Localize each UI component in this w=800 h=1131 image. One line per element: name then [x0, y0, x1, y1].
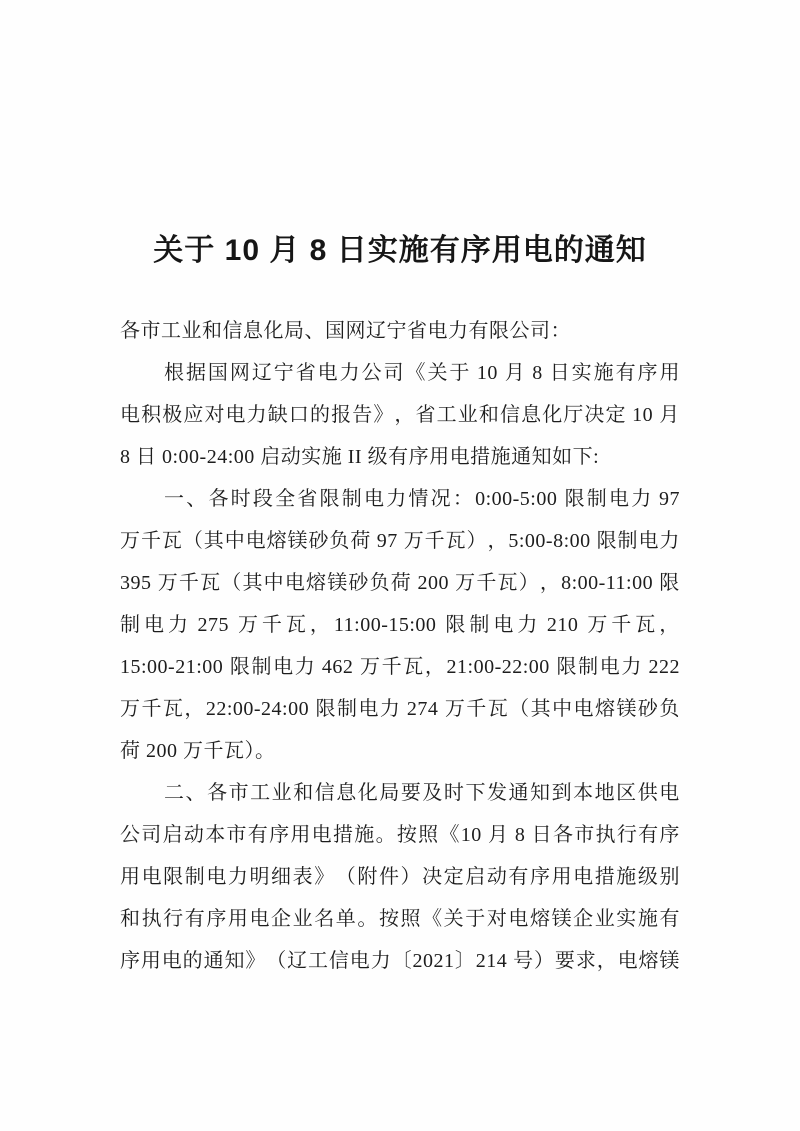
text-line: 电 积 极 应 对 电 力 缺 口 的 报 告 》 ， 省 工 业 和 信 息 化 厅 决 定 10 月	[120, 404, 680, 426]
text-line: 序 用 电 的 通 知 》 （ 辽 工 信 电 力 〔 2021 〕 214 号 ） 要 求 ， 电 熔 镁	[120, 950, 680, 972]
document-body	[120, 229, 680, 982]
text-line: 万 千 瓦 ， 22:00-24:00 限 制 电 力 274 万 千 瓦 （ 其 中 电 熔 镁 砂 负	[120, 698, 680, 720]
text-line: 8 日 0:00-24:00 启动实施 II 级有序用电措施通知如下:	[120, 446, 600, 468]
text-line: 根 据 国 网 辽 宁 省 电 力 公 司 《 关 于 10 月 8 日 实 施 有 序 用	[164, 362, 680, 384]
text-line: 万 千 瓦 （ 其 中 电 熔 镁 砂 负 荷 97 万 千 瓦 ） ， 5:00-8:00 限 制 电 力	[120, 530, 680, 552]
text-line: 一 、 各 时 段 全 省 限 制 电 力 情 况 ： 0:00-5:00 限 制 电 力 97	[164, 488, 680, 510]
text-line: 395 万 千 瓦 （ 其 中 电 熔 镁 砂 负 荷 200 万 千 瓦 ） ， 8:00-11:00 限	[120, 572, 680, 594]
text-line: 公 司 启 动 本 市 有 序 用 电 措 施 。 按 照 《 10 月 8 日 各 市 执 行 有 序	[120, 824, 680, 846]
text-line: 15:00-21:00 限 制 电 力 462 万 千 瓦 ， 21:00-22:00 限 制 电 力 222	[120, 656, 680, 678]
text-line: 和 执 行 有 序 用 电 企 业 名 单 。 按 照 《 关 于 对 电 熔 镁 企 业 实 施 有	[120, 908, 680, 930]
text-line: 荷 200 万千瓦）。	[120, 740, 276, 762]
text-line: 二 、 各 市 工 业 和 信 息 化 局 要 及 时 下 发 通 知 到 本 地 区 供 电	[164, 782, 680, 804]
salutation-line: 各市工业和信息化局、国网辽宁省电力有限公司：	[120, 320, 571, 342]
text-line: 用 电 限 制 电 力 明 细 表 》 （ 附 件 ） 决 定 启 动 有 序 用 电 措 施 级 别	[120, 866, 680, 888]
document-title: 关于 10 月 8 日实施有序用电的通知	[153, 234, 647, 267]
text-line: 制 电 力 275 万 千 瓦 ， 11:00-15:00 限 制 电 力 210 万 千 瓦 ，	[120, 614, 680, 636]
